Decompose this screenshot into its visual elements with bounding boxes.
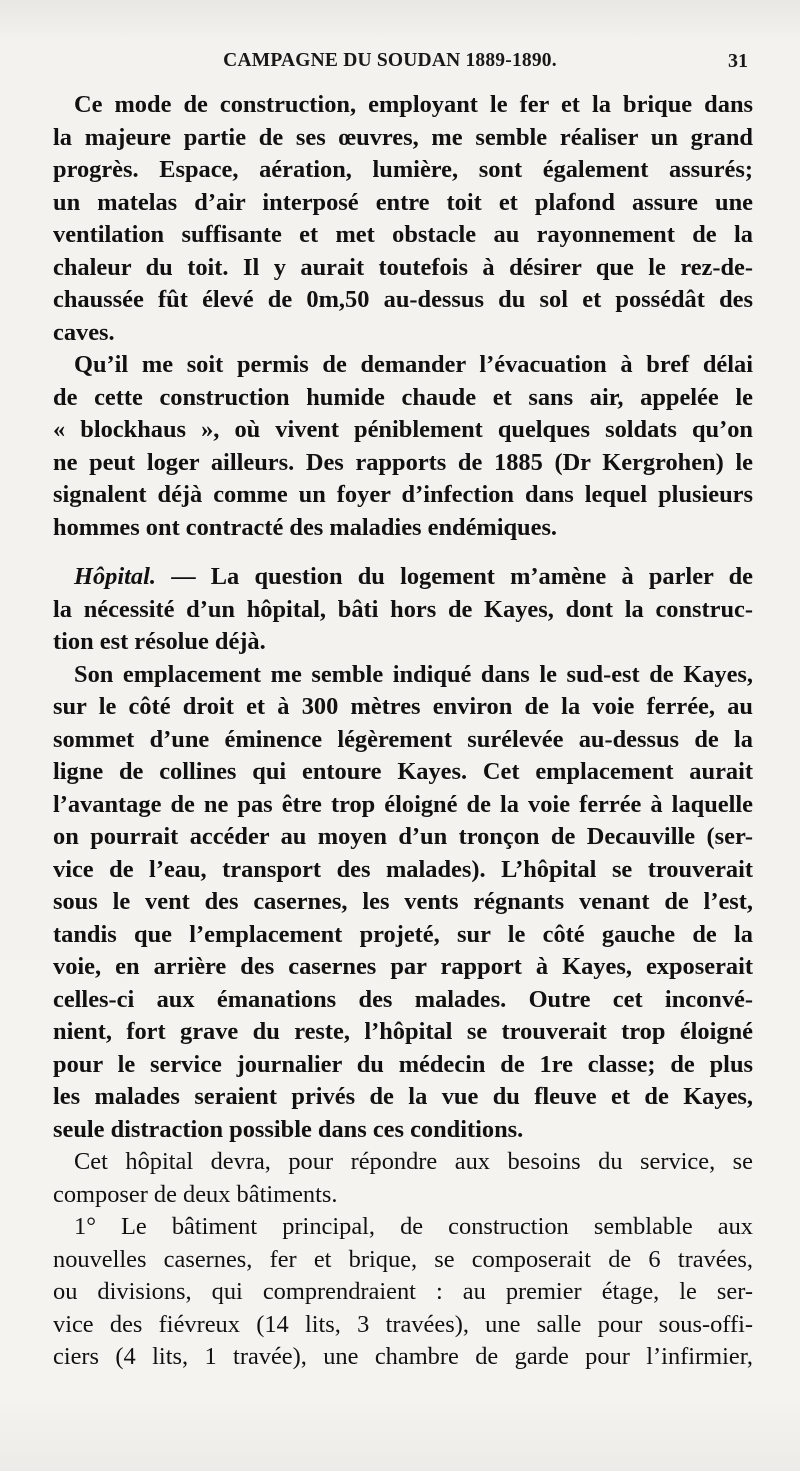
text-body xyxy=(53,89,753,1374)
text-line: voie, en arrière des casernes par rapport à Kayes, exposerait xyxy=(53,953,753,980)
text-line: composer de deux bâtiments. xyxy=(53,1180,338,1208)
text-line: Ce mode de construction, employant le fer et la brique dans xyxy=(74,91,753,118)
section-heading: Hôpital. xyxy=(74,563,156,590)
text-line: chaussée fût élevé de 0m,50 au-dessus du sol et possédât des xyxy=(53,286,753,313)
text-line: l’avantage de ne pas être trop éloigné de la voie ferrée à laquelle xyxy=(53,790,753,818)
paragraph-p2 xyxy=(53,349,753,544)
text-line: ventilation suffisante et met obstacle au rayonnement de la xyxy=(53,221,753,248)
text-line: tandis que l’emplacement projeté, sur le côté gauche de la xyxy=(53,920,753,948)
text-line: la nécessité d’un hôpital, bâti hors de Kayes, dont la construc- xyxy=(53,595,753,623)
text-line: ou divisions, qui comprendraient : au premier étage, le ser- xyxy=(53,1278,753,1305)
paragraph-p3 xyxy=(53,561,753,659)
paragraph-p5 xyxy=(53,1146,753,1211)
text-line: seule distraction possible dans ces conditions. xyxy=(53,1115,524,1143)
text-line: pour le service journalier du médecin de 1re classe; de plus xyxy=(53,1050,753,1078)
paragraph-p4 xyxy=(53,659,753,1147)
page-number: 31 xyxy=(728,50,748,72)
text-line: vice de l’eau, transport des malades). L’hôpital se trouverait xyxy=(53,855,753,883)
running-title: CAMPAGNE DU SOUDAN 1889-1890. xyxy=(223,50,557,71)
text-line: vice des fiévreux (14 lits, 3 travées), une salle pour sous-offi- xyxy=(53,1310,753,1338)
text-line: on pourrait accéder au moyen d’un tronçon de Decauville (ser- xyxy=(53,823,753,850)
text-line: celles-ci aux émanations des malades. Outre cet inconvé- xyxy=(53,985,753,1013)
text-line: Cet hôpital devra, pour répondre aux besoins du service, se xyxy=(74,1148,753,1175)
text-line xyxy=(53,561,753,594)
text-line: hommes ont contracté des maladies endémiques. xyxy=(53,513,558,541)
running-header xyxy=(0,50,800,80)
text-line: ligne de collines qui entoure Kayes. Cet emplacement aurait xyxy=(53,758,753,785)
text-line: la majeure partie de ses œuvres, me semble réaliser un grand xyxy=(53,123,753,151)
text-line: 1° Le bâtiment principal, de construction semblable aux xyxy=(74,1213,753,1240)
text-line: sous le vent des casernes, les vents régnants venant de l’est, xyxy=(53,888,753,915)
text-line: Son emplacement me semble indiqué dans le sud-est de Kayes, xyxy=(74,660,753,688)
text-line: les malades seraient privés de la vue du fleuve et de Kayes, xyxy=(53,1083,753,1110)
text-line: nouvelles casernes, fer et brique, se composerait de 6 travées, xyxy=(53,1245,753,1273)
text-line: ne peut loger ailleurs. Des rapports de 1885 (Dr Kergrohen) le xyxy=(53,448,753,476)
text-line: chaleur du toit. Il y aurait toutefois à désirer que le rez-de- xyxy=(53,253,753,281)
text-line: un matelas d’air interposé entre toit et plafond assure une xyxy=(53,188,753,216)
text-line: ciers (4 lits, 1 travée), une chambre de garde pour l’infirmier, xyxy=(53,1343,753,1370)
text-line: tion est résolue déjà. xyxy=(53,628,266,655)
text-line: de cette construction humide chaude et sans air, appelée le xyxy=(53,383,753,411)
text-line: sommet d’une éminence légèrement surélevée au-dessus de la xyxy=(53,725,753,753)
text-line: sur le côté droit et à 300 mètres environ de la voie ferrée, au xyxy=(53,693,753,720)
text-line: signalent déjà comme un foyer d’infection dans lequel plusieurs xyxy=(53,481,753,508)
text-line-rest: — La question du logement m’amène à parler de xyxy=(156,563,753,590)
paragraph-p6 xyxy=(53,1211,753,1374)
text-line: nient, fort grave du reste, l’hôpital se trouverait trop éloigné xyxy=(53,1018,753,1045)
text-line: caves. xyxy=(53,318,115,346)
text-line: progrès. Espace, aération, lumière, sont également assurés; xyxy=(53,156,753,183)
text-line: « blockhaus », où vivent péniblement quelques soldats qu’on xyxy=(53,416,753,443)
text-line: Qu’il me soit permis de demander l’évacuation à bref délai xyxy=(74,351,753,378)
paragraph-p1 xyxy=(53,89,753,349)
